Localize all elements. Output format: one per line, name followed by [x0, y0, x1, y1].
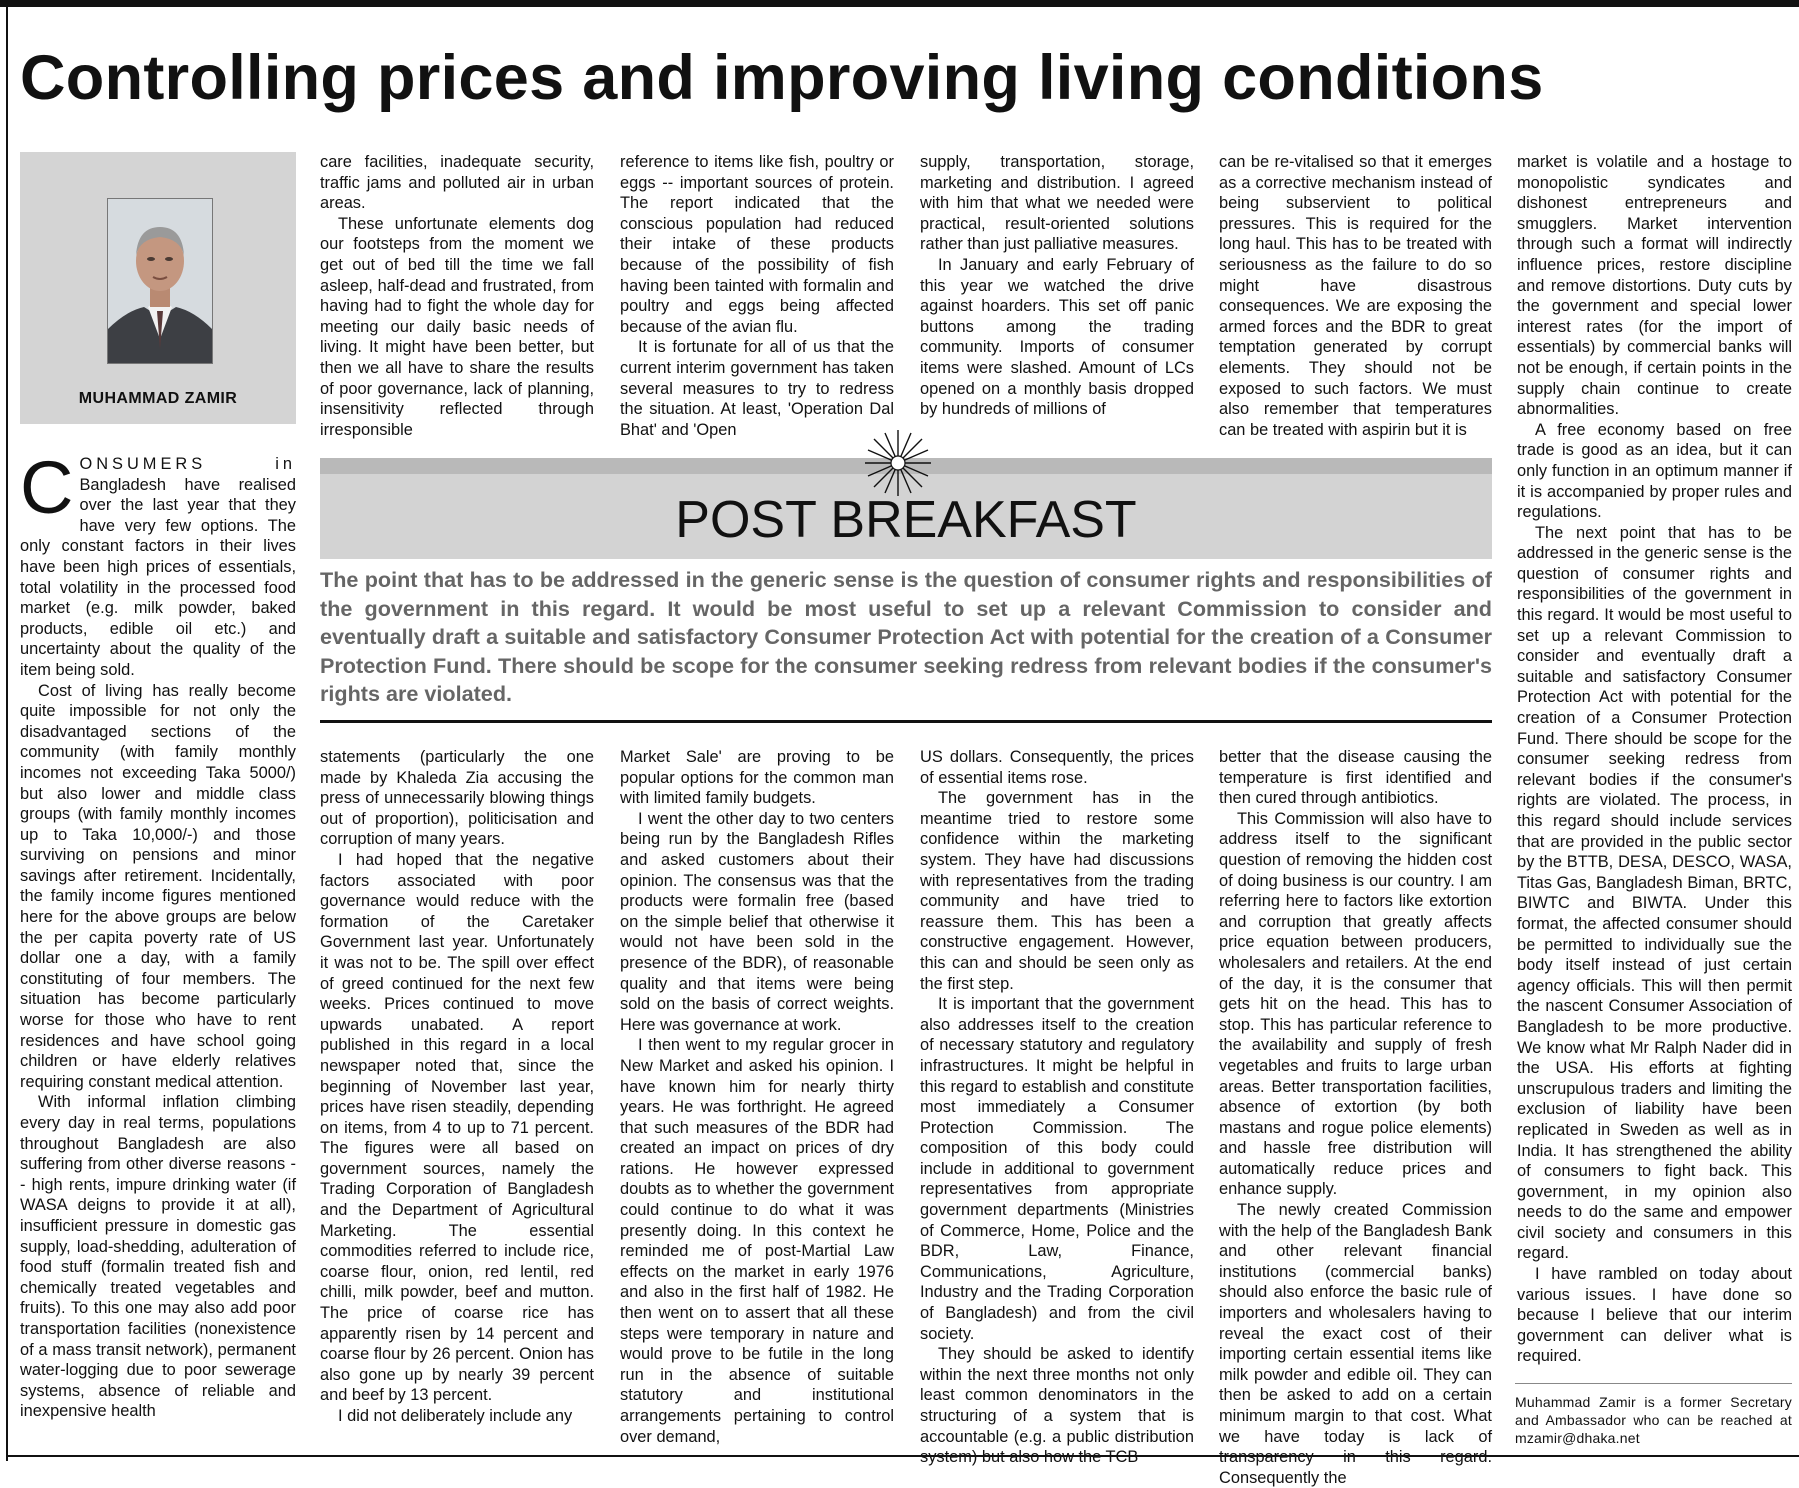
paragraph: It is important that the government also addresses itself to the creation of necessary statutory and regulatory infrastructures. It might be helpful in this regard to establish and constitute most immediately a Consumer Protection Commission. The composition of this body could include in additional to government representatives from appropriate government departments (Ministries of Commerce, Home, Police and the BDR, Law, Finance, Communications, Agriculture, Industry and the Trading Corporation of Bangladesh) and from the civil society.	[920, 995, 1194, 1343]
lead-paragraph	[20, 446, 296, 681]
lead-rest: Bangladesh have realised over the last year that they have very few options. The only constant factors in their lives have been high prices of essentials, total volatility in the processed food market (e.g. milk powder, baked products, edible oil etc.) and uncertainty about the quality of the item being sold.	[20, 475, 296, 679]
author-name: MUHAMMAD ZAMIR	[78, 390, 238, 407]
paragraph: A free economy based on free trade is good as an idea, but it can only function in an optimum manner if it is accompanied by proper rules and regulations.	[1517, 420, 1792, 522]
paragraph: Market Sale' are proving to be popular options for the common man with limited family budgets.	[620, 748, 894, 808]
bio-rule	[1515, 1383, 1792, 1384]
starburst-icon	[863, 428, 933, 498]
author-box	[20, 152, 296, 424]
portrait-svg	[108, 199, 212, 363]
top-rule	[0, 0, 1799, 7]
column-2-top	[320, 152, 594, 440]
column-3-bottom	[620, 747, 894, 1447]
paragraph: better that the disease causing the temperature is first identified and then cured through antibiotics.	[1219, 748, 1492, 808]
left-rule	[6, 7, 8, 1461]
paragraph: I had hoped that the negative factors associated with poor governance would reduce with the formation of the Caretaker Government last year. Unfortunately it was not to be. The spill over effect of greed continued for the next few weeks. Prices continued to move upwards unabated. A report published in this regard in a local newspaper noted that, since the beginning of November last year, prices have risen steadily, depending on items, from 4 to up to 71 percent. The figures were all based on government sources, namely the Trading Corporation of Bangladesh and the Department of Agricultural Marketing. The essential commodities referred to include rice, coarse flour, onion, red lentil, red chilli, milk powder, beef and mutton. The price of coarse rice has apparently risen by 14 percent and coarse flour by 26 percent. Onion has also gone up by nearly 39 percent and beef by 13 percent.	[320, 850, 594, 1405]
paragraph: can be re-vitalised so that it emerges as a corrective mechanism instead of being subservient to political pressures. This is required for the long haul. This has to be treated with seriousness as the failure to do so might have disastrous consequences. We are exposing the armed forces and the BDR to great temptation generated by corrupt elements. They should not be exposed to such factors. We must also remember that temperatures can be treated with aspirin but it is	[1219, 153, 1492, 439]
paragraph: reference to items like fish, poultry or eggs -- important sources of protein. The report indicated that the conscious population had reduced their intake of these products because of the possibility of fish having been tainted with formalin and poultry and eggs being affected because of the avian flu.	[620, 153, 894, 336]
paragraph: In January and early February of this year we watched the drive against hoarders. This set off panic buttons among the trading community. Imports of consumer items were slashed. Amount of LCs opened on a monthly basis dropped by hundreds of millions of	[920, 255, 1194, 419]
paragraph: I have rambled on today about various issues. I have done so because I believe that our interim government can deliver what is required.	[1517, 1265, 1792, 1366]
paragraph: This Commission will also have to address itself to the significant question of removing the hidden cost of doing business is our country. I am referring here to factors like extortion and corruption that greatly affects price equation between producers, wholesalers and retailers. At the end of the day, it is the consumer that gets hit on the head. This has to stop. This has particular reference to the availability and supply of fresh vegetables and fruits to large urban areas. Better transportation facilities, absence of extortion (by both mastans and rogue police elements) and hassle free distribution will automatically reduce prices and enhance supply.	[1219, 809, 1492, 1199]
paragraph: I then went to my regular grocer in New Market and asked his opinion. I have known him for nearly thirty years. He was forthright. He agreed that such measures of the BDR had created an impact on prices of dry rations. He however expressed doubts as to whether the government could continue to do what it was presently doing. In this context he reminded me of post-Martial Law effects on the market in early 1976 and also in the first half of 1982. He then went on to assert that all these steps were temporary in nature and would prove to be futile in the long run in the absence of suitable statutory and institutional arrangements pertaining to control over demand,	[620, 1036, 894, 1446]
paragraph: I did not deliberately include any	[338, 1407, 573, 1425]
paragraph: It is fortunate for all of us that the current interim government has taken several measures to try to redress the situation. At least, 'Operation Dal Bhat' and 'Open	[620, 338, 894, 439]
column-title: POST BREAKFAST	[675, 491, 1137, 549]
paragraph: These unfortunate elements dog our footsteps from the moment we get out of bed till the time we fall asleep, half-dead and frustrated, from having had to fight the whole day for meeting our daily basic needs of living. It might have been better, but then we all have to share the results of poor governance, lack of planning, insensitivity reflected through irresponsible	[320, 214, 594, 439]
pull-quote: The point that has to be addressed in the generic sense is the question of consumer rights and responsibilities of the government in this regard. It would be most useful to set up a relevant Commission to consider and eventually draft a suitable and satisfactory Consumer Protection Act with potential for the creation of a Consumer Protection Fund. There should be scope for the consumer seeking redress from relevant bodies if the consumer's rights are violated.	[320, 567, 1492, 706]
column-5-bottom	[1219, 747, 1492, 1488]
paragraph: care facilities, inadequate security, traffic jams and polluted air in urban areas.	[320, 153, 594, 213]
paragraph: supply, transportation, storage, marketing and distribution. I agreed with him that what we needed were practical, result-oriented solutions rather than just palliative measures.	[920, 153, 1194, 254]
paragraph: With informal inflation climbing every day in real terms, populations throughout Bangladesh are also suffering from other diverse reasons -- high rents, impure drinking water (if WASA deigns to provide it at all), insufficient pressure in domestic gas supply, load-shedding, adulteration of food stuff (formalin treated fish and chemically treated vegetables and fruits). To this one may also add poor transportation facilities (nonexistence of a mass transit network), permanent water-logging due to poor sewerage systems, absence of reliable and inexpensive health	[20, 1093, 296, 1421]
column-3-top	[620, 152, 894, 440]
column-6	[1517, 152, 1792, 1367]
column-4-top	[920, 152, 1194, 420]
bottom-rule	[6, 1455, 1799, 1457]
author-portrait-icon	[107, 198, 213, 364]
paragraph: statements (particularly the one made by Khaleda Zia accusing the press of unnecessarily blowing things out of proportion), politicisation and corruption of many years.	[320, 748, 594, 849]
paragraph: I went the other day to two centers being run by the Bangladesh Rifles and asked customers about their opinion. The consensus was that the products were formalin free (based on the simple belief that otherwise it would not have been sold in the presence of the BDR), of reasonable quality and that items were being sold on the basis of correct weights. Here was governance at work.	[620, 809, 894, 1034]
paragraph: Cost of living has really become quite impossible for not only the disadvantaged sections of the community (with family monthly incomes not exceeding Taka 5000/) but also lower and middle class groups (with family monthly incomes up to Taka 10,000/-) and those surviving on pensions and minor savings after retirement. Incidentally, the family income figures mentioned here for the above groups are below the per capita poverty rate of US dollar one a day, with a family constituting of four members. The situation has become particularly worse for those who have to rent residences and have school going children or have elderly relatives requiring constant medical attention.	[20, 681, 296, 1091]
paragraph: US dollars. Consequently, the prices of essential items rose.	[920, 748, 1194, 787]
drop-cap: C	[20, 446, 74, 529]
column-5-top	[1219, 152, 1492, 440]
author-bio: Muhammad Zamir is a former Secretary and Ambassador who can be reached at mzamir@dhaka.net	[1515, 1394, 1792, 1446]
headline: Controlling prices and improving living conditions	[20, 43, 1544, 113]
paragraph: The government has in the meantime tried to restore some confidence within the marketing system. They have had discussions with representatives from the trading community and have tried to reassure them. This has been a constructive engagement. However, this can and should be seen only as the first step.	[920, 789, 1194, 993]
paragraph: The newly created Commission with the help of the Bangladesh Bank and other relevant financial institutions (commercial banks) should also enforce the basic rule of importers and wholesalers having to reveal the exact cost of their importing certain essential items like milk powder and edible oil. They can then be asked to add on a certain minimum margin to that cost. What we have today is lack of transparency in this regard. Consequently the	[1219, 1201, 1492, 1487]
column-4-bottom	[920, 747, 1194, 1468]
column-2-bottom	[320, 747, 594, 1427]
paragraph: market is volatile and a hostage to monopolistic syndicates and dishonest entrepreneurs and smugglers. Market intervention through such a format will indirectly influence prices, restore discipline and remove distortions. Duty cuts by the government and special lower interest rates (for the import of essentials) by commercial banks will not be enough, if certain points in the supply chain continue to create abnormalities.	[1517, 153, 1792, 419]
paragraph: They should be asked to identify within the next three months not only least common denominators in the structuring of a system that is accountable (e.g. a public distribution system) but also how the TCB	[920, 1345, 1194, 1467]
paragraph: The next point that has to be addressed in the generic sense is the question of consumer rights and responsibilities of the government in this regard. It would be most useful to set up a relevant Commission to consider and eventually draft a suitable and satisfactory Consumer Protection Act with potential for the creation of a Consumer Protection Fund. There should be scope for the consumer seeking redress from relevant bodies if the consumer's rights are violated. The process, in this regard should include services that are provided in the public sector by the BTTB, DESA, DESCO, WASA, Titas Gas, Bangladesh Biman, BRTC, BIWTC and BIWTA. Under this format, the affected consumer should be permitted to individually sue the body itself instead of just certain agency officials. This will then permit the nascent Consumer Association of Bangladesh to be more productive. We know what Mr Ralph Nader did in the USA. His efforts at fighting unscrupulous traders and limiting the exclusion of liability have been replicated in Sweden as well as in India. It has strengthened the ability of consumers to fight back. This government, in my opinion also needs to do the same and empower civil society and consumers in this regard.	[1517, 523, 1792, 1263]
lead-spaced: ONSUMERS in	[79, 455, 296, 473]
column-1	[20, 446, 296, 1422]
pull-quote-rule	[320, 720, 1492, 723]
